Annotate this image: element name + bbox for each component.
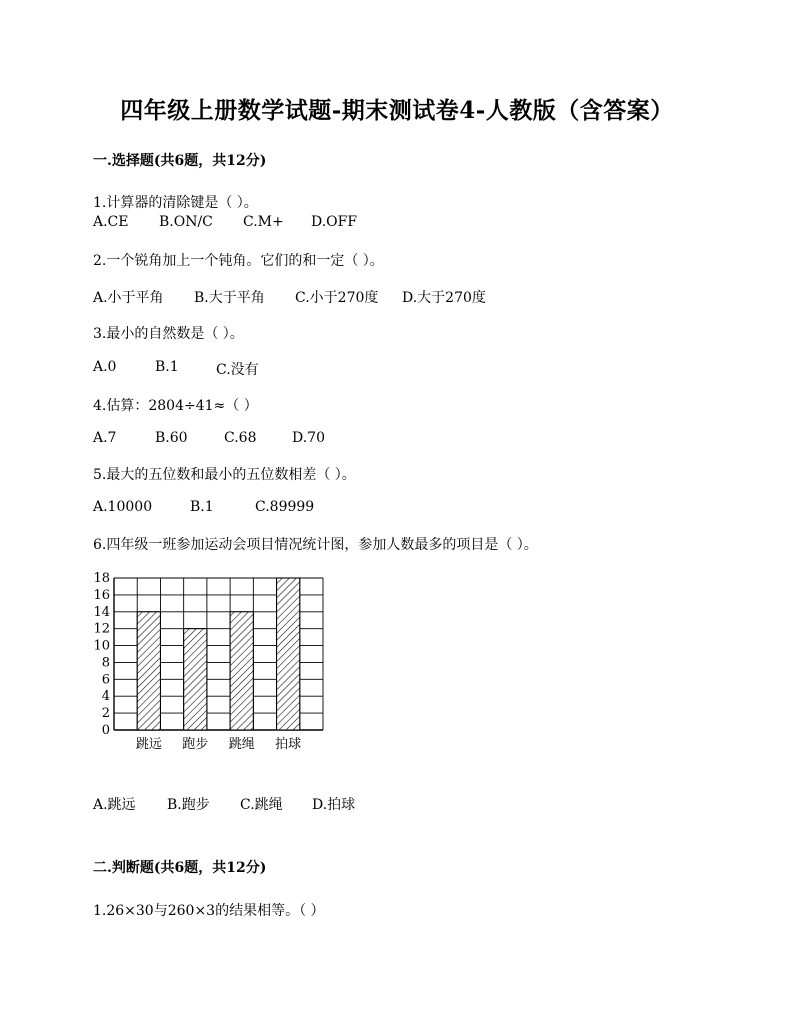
- bar-chart: [92, 570, 342, 755]
- question-4: 4.估算：2804÷41≈（ ）: [93, 398, 258, 414]
- y-tick-label: 10: [93, 638, 110, 654]
- judge-question-1: 1.26×30与260×3的结果相等。（ ）: [93, 903, 325, 919]
- y-tick-label: 18: [93, 571, 110, 586]
- option-a: A.CE: [93, 214, 129, 230]
- y-tick-label: 8: [101, 655, 110, 671]
- y-tick-label: 2: [101, 706, 110, 722]
- section-heading-choice: 一.选择题(共6题，共12分): [93, 153, 267, 169]
- question-3: 3.最小的自然数是（ ）。: [93, 326, 244, 342]
- bar: [230, 612, 253, 730]
- bar: [277, 578, 300, 730]
- y-tick-label: 6: [101, 672, 110, 688]
- question-1: 1.计算器的清除键是（ ）。: [93, 195, 258, 211]
- x-category-label: 跑步: [182, 737, 209, 752]
- x-axis-categories: [136, 736, 301, 752]
- x-category-label: 跳远: [135, 737, 162, 752]
- option-b: B.1: [190, 499, 214, 515]
- option-d: D.大于270度: [402, 290, 486, 306]
- option-b: B.跑步: [167, 797, 210, 813]
- question-1-options: [93, 214, 357, 230]
- section-heading-judge: 二.判断题(共6题，共12分): [93, 860, 267, 876]
- option-c: C.小于270度: [295, 290, 379, 306]
- question-4-options: [93, 430, 325, 446]
- option-c: C.没有: [216, 362, 259, 378]
- question-3-options: [93, 359, 259, 379]
- bar: [137, 612, 160, 730]
- option-a: A.10000: [93, 499, 153, 515]
- question-2-options: [93, 287, 486, 307]
- question-5: 5.最大的五位数和最小的五位数相差（ ）。: [93, 467, 356, 483]
- option-a: A.7: [93, 430, 117, 446]
- y-tick-label: 12: [93, 621, 110, 637]
- page-title: 四年级上册数学试题-期末测试卷4-人教版（含答案）: [120, 97, 674, 124]
- y-tick-label: 4: [101, 689, 110, 705]
- option-b: B.60: [155, 430, 188, 446]
- option-d: D.70: [292, 430, 325, 446]
- option-a: A.0: [93, 359, 117, 375]
- option-b: B.大于平角: [194, 290, 265, 306]
- x-category-label: 跳绳: [228, 737, 255, 752]
- x-category-label: 拍球: [275, 737, 302, 752]
- option-d: D.拍球: [312, 797, 356, 813]
- y-axis-ticks: [93, 571, 110, 738]
- option-b: B.1: [155, 359, 179, 375]
- option-c: C.跳绳: [240, 797, 283, 813]
- y-tick-label: 16: [93, 587, 110, 603]
- question-6: 6.四年级一班参加运动会项目情况统计图，参加人数最多的项目是（ ）。: [93, 537, 538, 553]
- option-d: D.OFF: [311, 214, 358, 230]
- y-tick-label: 0: [101, 723, 110, 738]
- option-c: C.M+: [243, 214, 284, 230]
- y-tick-label: 14: [93, 604, 110, 620]
- option-a: A.跳远: [93, 797, 136, 813]
- option-b: B.ON/C: [159, 214, 213, 230]
- bar: [184, 629, 207, 730]
- chart-bars: [137, 578, 300, 730]
- question-6-options: [93, 794, 355, 814]
- question-5-options: [93, 499, 314, 515]
- option-c: C.89999: [255, 499, 315, 515]
- option-a: A.小于平角: [93, 290, 164, 306]
- option-c: C.68: [224, 430, 257, 446]
- question-2: 2.一个锐角加上一个钝角。它们的和一定（ ）。: [93, 253, 384, 269]
